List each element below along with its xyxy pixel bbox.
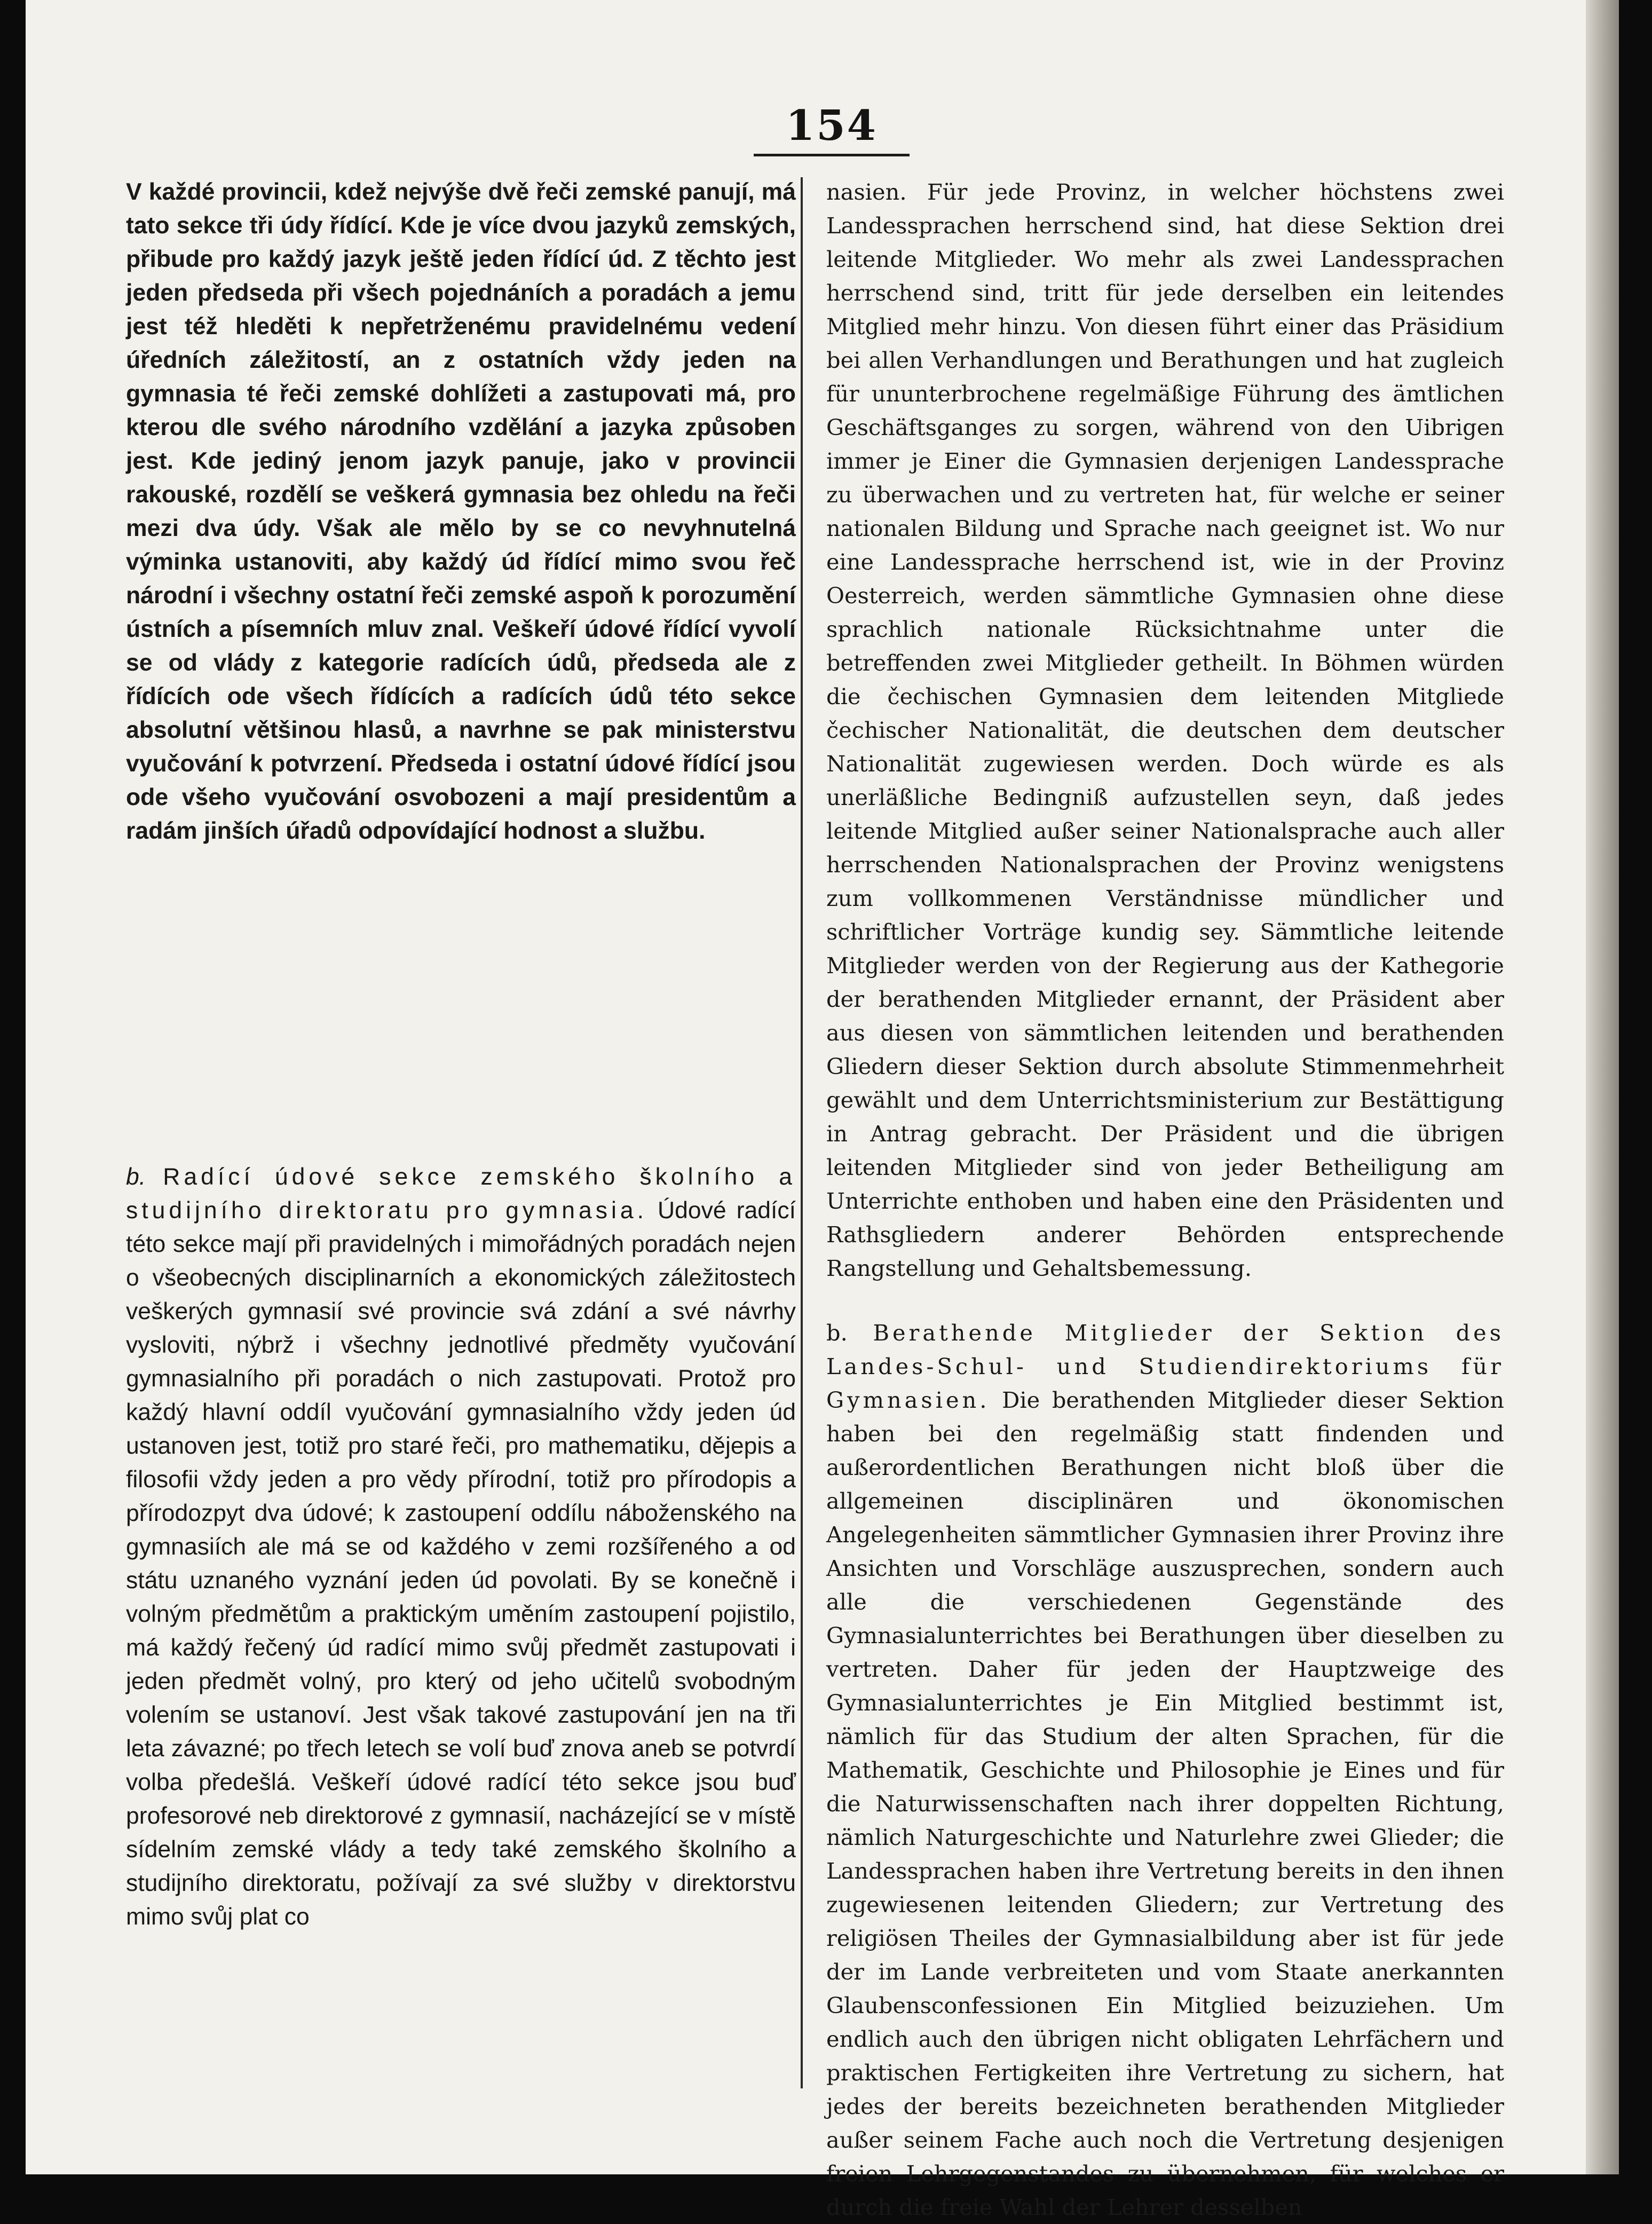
column-divider-rule [801,177,803,2088]
left-paragraph-gap [126,848,796,1160]
page-edge-shadow [1586,0,1619,2174]
right-paragraph-gap [826,1285,1504,1316]
left-paragraph-a: V každé provincii, kdež nejvýše dvě řeči zemské panují, má tato sekce tři údy řídící. Kde je více dvou jazyků zemských, přibude pro každý jazyk ještě jeden řídící úd. Z těchto jest jeden předseda při všech pojednáních a poradách a jemu jest též hleděti k nepřetrženému pravidelnému vedení úředních záležitostí, an z ostatních vždy jeden na gymnasia té řeči zemské dohlížeti a zastupovati má, pro kterou dle svého národního vzdělání a jazyka způsoben jest. Kde jediný jenom jazyk panuje, jako v provincii rakouské, rozdělí se veškerá gymnasia bez ohledu na řeči mezi dva údy. Však ale mělo by se co nevyhnutelná výminka ustanoviti, aby každý úd řídící mimo svou řeč národní i všechny ostatní řeči zemské aspoň k porozumění ústních a písemních mluv znal. Veškeří údové řídící vyvolí se od vlády z kategorie radících údů, předseda ale z řídících ode všech řídících a radících údů této sekce absolutní většinou hlasů, a navrhne se pak ministerstvu vyučování k potvrzení. Předseda i ostatní údové řídící jsou ode všeho vyučování osvobozeni a mají presidentům a radám jinších úřadů odpovídající hodnost a službu. [126,179,796,844]
right-paragraph-b-body: Die berathenden Mitglieder dieser Sektion haben bei den regelmäßig statt findenden und außerordentlichen Berathungen nicht bloß über die allgemeinen disciplinären und ökonomischen Angelegenheiten sämmtlicher Gymnasien ihrer Provinz ihre Ansichten und Vorschläge auszusprechen, sondern auch alle die verschiedenen Gegenstände des Gymnasialunterrichtes bei Berathungen über dieselben zu vertreten. Daher für jeden der Hauptzweige des Gymnasialunterrichtes je Ein Mitglied bestimmt ist, nämlich für das Studium der alten Sprachen, für die Mathematik, Geschichte und Philosophie je Eines und für die Naturwissenschaften nach ihrer doppelten Richtung, nämlich Naturgeschichte und Naturlehre zwei Glieder; die Landessprachen haben ihre Vertretung bereits in den ihnen zugewiesenen leitenden Gliedern; zur Vertretung des religiösen Theiles der Gymnasialbildung aber ist für jede der im Lande verbreiteten und vom Staate anerkannten Glaubensconfessionen Ein Mitglied beizuziehen. Um endlich auch den übrigen nicht obligaten Lehrfächern und praktischen Fertigkeiten ihre Vertretung zu sichern, hat jedes der bereits bezeichneten berathenden Mitglieder außer seinem Fache auch noch die Vertretung desjenigen freien Lehrgegenstandes zu übernehmen, für welches er durch die freie Wahl der Lehrer desselben [826,1387,1504,2220]
left-paragraph-b-body: Údové radící této sekce mají při pravidelných i mimořádných poradách nejen o všeobecných disciplinarních a ekonomických záležitostech veškerých gymnasií své provincie svá zdání a své návrhy vysloviti, nýbrž i všechny jednotlivé předměty vyučování gymnasialního při poradách o nich zastupovati. Protož pro každý hlavní oddíl vyučování gymnasialního vždy jeden úd ustanoven jest, totiž pro staré řeči, pro mathematiku, dějepis a filosofii vždy jeden a pro vědy přírodní, totiž pro přírodopis a přírodozpyt dva údové; k zastoupení oddílu náboženského na gymnasiích ale má se od každého v zemi rozšířeného a od státu uznaného vyznání jeden úd povolati. By se konečně i volným předmětům a praktickým uměním zastoupení pojistilo, má každý řečený úd radící mimo svůj předmět zastupovati i jeden předmět volný, pro který od jeho učitelů svobodným volením se ustanoví. Jest však takové zastupování jen na tři leta závazné; po třech letech se volí buď znova aneb se potvrdí volba předešlá. Veškeří údové radící této sekce jsou buď profesorové neb direktorové z gymnasií, nacházející se v místě sídelním zemské vlády a tedy také zemského školního a studijního direktoratu, požívají za své služby v direktorstvu mimo svůj plat co [126,1197,796,1930]
right-paragraph-a: nasien. Für jede Provinz, in welcher höchstens zwei Landessprachen herrschend sind, hat diese Sektion drei leitende Mitglieder. Wo mehr als zwei Landessprachen herrschend sind, tritt für jede derselben ein leitendes Mitglied mehr hinzu. Von diesen führt einer das Präsidium bei allen Verhandlungen und Berathungen und hat zugleich für ununterbrochene regelmäßige Führung des ämtlichen Geschäftsganges zu sorgen, während von den Uibrigen immer je Einer die Gymnasien derjenigen Landessprache zu überwachen und zu vertreten hat, für welche er seiner nationalen Bildung und Sprache nach geeignet ist. Wo nur eine Landessprache herrschend ist, wie in der Provinz Oesterreich, werden sämmtliche Gymnasien ohne diese sprachlich nationale Rücksichtnahme unter die betreffenden zwei Mitglieder getheilt. In Böhmen würden die čechischen Gymnasien dem leitenden Mitgliede čechischer Nationalität, die deutschen dem deutscher Nationalität zugewiesen werden. Doch würde es als unerläßliche Bedingniß aufzustellen seyn, daß jedes leitende Mitglied außer seiner Nationalsprache auch aller herrschenden Nationalsprachen der Provinz wenigstens zum vollkommenen Verständnisse mündlicher und schriftlicher Vorträge kundig sey. Sämmtliche leitende Mitglieder werden von der Regierung aus der Kathegorie der berathenden Mitglieder ernannt, der Präsident aber aus diesen von sämmtlichen leitenden und berathenden Gliedern dieser Sektion durch absolute Stimmenmehrheit gewählt und dem Unterrichtsministerium zur Bestättigung in Antrag gebracht. Der Präsident und die übrigen leitenden Mitglieder sind von jeder Betheiligung am Unterrichte enthoben und haben eine den Präsidenten und Rathsgliedern anderer Behörden entsprechende Rangstellung und Gehaltsbemessung. [826,179,1504,1281]
right-paragraph-b [826,1316,1504,2224]
right-column-german [826,175,1504,2224]
page-number-underline [754,154,910,156]
book-page [26,0,1619,2220]
left-column-czech [126,175,796,1934]
right-paragraph-b-marker: b. [826,1320,848,1346]
left-paragraph-b [126,1160,796,1934]
right-paragraph-b-heading: Berathende Mitglieder der Sektion des Landes-Schul- und Studiendirektoriums für Gymnasien. [826,1320,1504,1413]
left-paragraph-b-marker: b. [126,1164,146,1190]
left-paragraph-b-heading: Radící údové sekce zemského školního a studijního direktoratu pro gymnasia. [126,1164,796,1224]
page-number: 154 [786,101,878,150]
